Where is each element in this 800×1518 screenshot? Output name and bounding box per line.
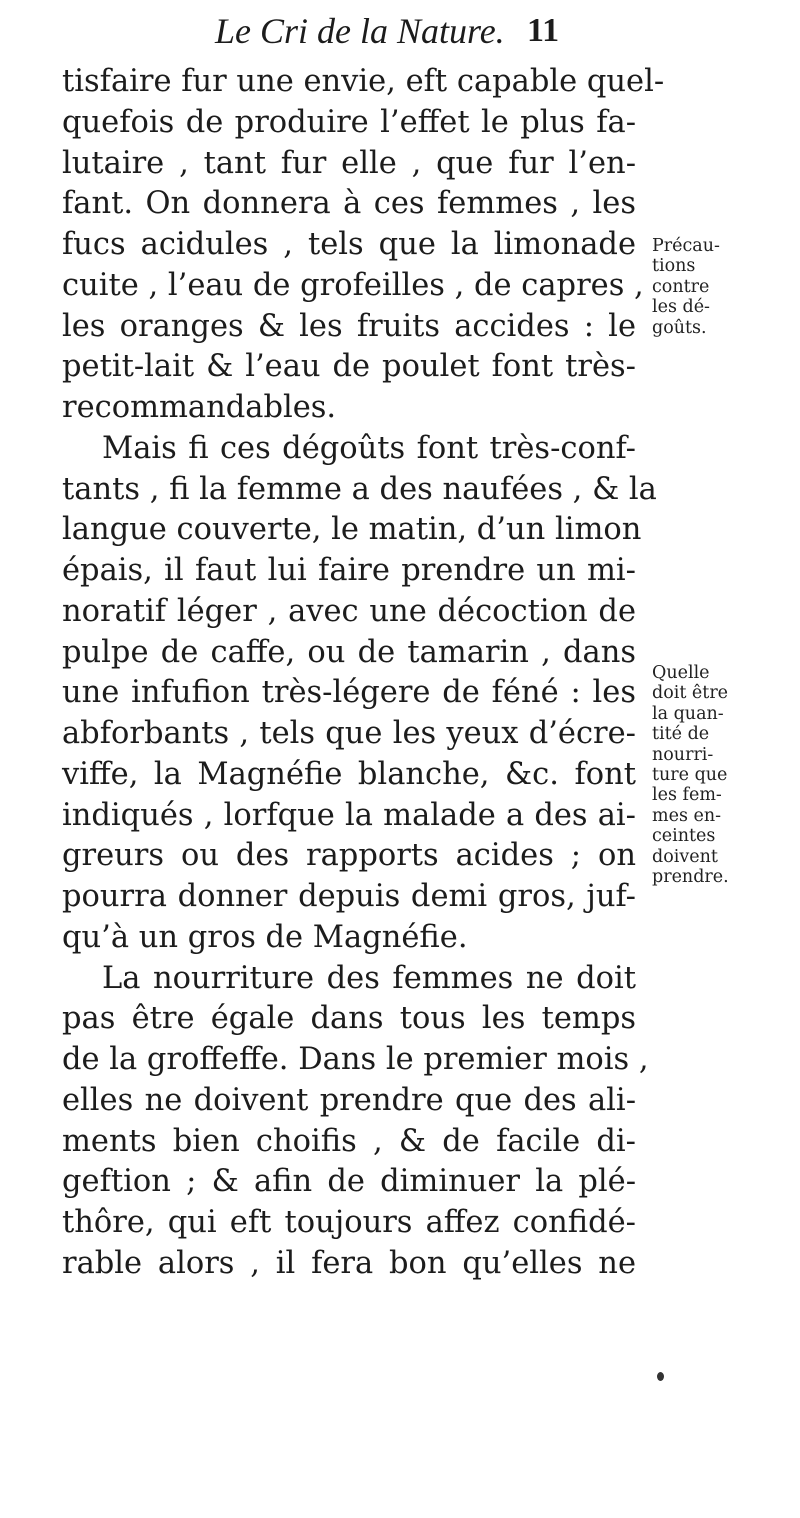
text-line: elles ne doivent prendre que des ali- (62, 1082, 636, 1118)
text-line: ments bien choifis , & de facile di- (62, 1123, 636, 1159)
text-line: fucs acidules , tels que la limonade (62, 227, 636, 262)
marginal-note-line: les dé- (652, 297, 710, 318)
marginal-note-line: contre (652, 276, 710, 297)
text-line: qu’à un gros de Magnéfie. (62, 919, 468, 955)
text-line: fant. On donnera à ces femmes , les (62, 186, 636, 222)
ink-speck (657, 1372, 664, 1381)
text-line: pourra donner depuis demi gros, juf- (62, 879, 636, 914)
text-line: de la groffeffe. Dans le premier mois , (62, 1042, 649, 1077)
marginal-note-line: ture que (652, 765, 728, 786)
marginal-note-line: les fem- (652, 785, 722, 806)
text-line: une infufion très-légere de féné : les (62, 675, 636, 711)
text-line: Mais fi ces dégoûts font très-conf- (102, 430, 636, 466)
marginal-note-line: Précau- (652, 236, 720, 256)
text-line: cuite , l’eau de grofeilles , de capres , (62, 267, 644, 303)
marginal-note-nourishment (652, 663, 798, 887)
text-line: greurs ou des rapports acides ; on (62, 838, 636, 874)
text-line: langue couverte, le matin, d’un limon (62, 512, 642, 548)
text-line: tisfaire fur une envie, eft capable quel- (62, 64, 665, 99)
text-line: pulpe de caffe, ou de tamarin , dans (62, 634, 636, 670)
text-line: épais, il faut lui faire prendre un mi- (62, 553, 636, 588)
marginal-note-precautions (652, 236, 798, 338)
text-line: La nourriture des femmes ne doit (102, 960, 636, 996)
text-line: tants , fi la femme a des naufées , & la (62, 471, 657, 507)
marginal-note-line: nourri- (652, 744, 714, 765)
marginal-note-line: tions (652, 256, 696, 277)
text-line: abforbants , tels que les yeux d’écre- (62, 716, 636, 751)
marginal-note-line: prendre. (652, 867, 729, 888)
text-line: pas être égale dans tous les temps (62, 1001, 636, 1037)
marginal-note-line: doit être (652, 683, 729, 704)
text-line: thôre, qui eft toujours affez confidé- (62, 1205, 636, 1240)
marginal-note-line: la quan- (652, 703, 724, 724)
text-line: quefois de produire l’effet le plus fa- (62, 104, 636, 140)
text-line: viffe, la Magnéfie blanche, &c. font (62, 756, 636, 792)
text-line: indiqués , lorfque la malade a des ai- (62, 797, 636, 833)
text-line: lutaire , tant fur elle , que fur l’en- (62, 145, 636, 181)
body-text (62, 62, 665, 1285)
text-line: petit-lait & l’eau de poulet font très- (62, 349, 636, 385)
page-number: 11 (527, 12, 560, 49)
running-header: Le Cri de la Nature. (215, 11, 505, 51)
marginal-note-line: ceintes (652, 826, 716, 847)
text-line: geftion ; & afin de diminuer la plé- (62, 1164, 636, 1200)
text-line: noratif léger , avec une décoction de (62, 593, 636, 629)
marginal-note-line: tité de (652, 724, 710, 745)
marginal-note-line: mes en- (652, 805, 722, 826)
marginal-note-line: doivent (652, 846, 718, 867)
marginal-note-line: goûts. (652, 317, 707, 338)
text-line: recommandables. (62, 390, 337, 425)
text-line: les oranges & les fruits accides : le (62, 308, 636, 344)
marginal-note-line: Quelle (652, 663, 710, 683)
text-line: rable alors , il fera bon qu’elles ne (62, 1245, 636, 1281)
